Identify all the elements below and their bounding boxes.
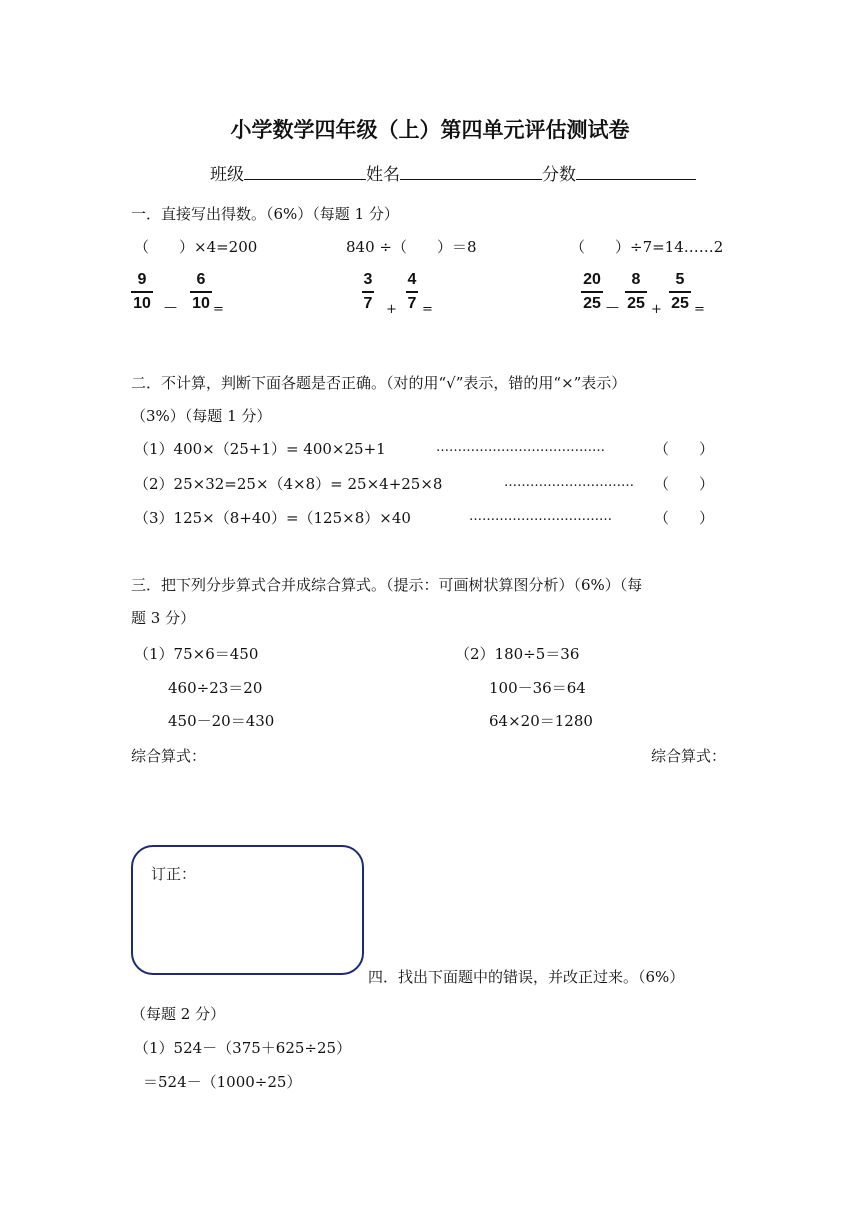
section2-subheading: （3%）（每题 1 分） <box>131 407 272 425</box>
section4-subheading: （每题 2 分） <box>131 1005 226 1023</box>
s3-right-step-3: 64×20＝1280 <box>489 712 593 730</box>
s2-item-3: （3）125×（8+40）=（125×8）×40 <box>134 509 411 527</box>
answer-paren[interactable]: （ ） <box>654 509 715 527</box>
section4-heading: 四．找出下面题中的错误，并改正过来。（6%） <box>368 968 685 986</box>
fraction-3-7: 3 7 <box>363 271 373 312</box>
plus-sign: + <box>651 302 662 317</box>
leader-dots: ………………………… <box>504 475 634 490</box>
s3-right-step-1: （2）180÷5＝36 <box>455 645 580 663</box>
s1-question-2: 840 ÷（ ）＝8 <box>346 238 477 256</box>
s1-question-1: （ ）×4=200 <box>134 238 258 256</box>
page-title: 小学数学四年级（上）第四单元评估测试卷 <box>230 117 630 142</box>
name-blank[interactable] <box>400 161 542 180</box>
s3-left-step-2: 460÷23＝20 <box>168 679 263 697</box>
leader-dots: ………………………………… <box>436 440 605 455</box>
combined-label-left: 综合算式： <box>131 747 207 765</box>
section2-heading: 二．不计算，判断下面各题是否正确。（对的用“√”表示，错的用“×”表示） <box>131 374 627 392</box>
correction-label: 订正： <box>151 865 197 883</box>
section1-heading: 一．直接写出得数。（6%）（每题 1 分） <box>131 205 399 223</box>
leader-dots: …………………………… <box>469 509 612 524</box>
class-blank[interactable] <box>244 161 366 180</box>
answer-paren[interactable]: （ ） <box>654 475 715 493</box>
s4-line-1: （1）524－（375＋625÷25） <box>134 1039 352 1057</box>
minus-sign: — <box>606 300 619 315</box>
fraction-6-10: 6 10 <box>190 270 212 314</box>
s2-item-1: （1）400×（25+1）= 400×25+1 <box>134 440 386 458</box>
s2-item-2: （2）25×32=25×（4×8）= 25×4+25×8 <box>134 475 443 493</box>
plus-sign: + <box>386 302 397 317</box>
equals-sign: = <box>694 302 705 317</box>
fraction-20-25: 20 25 <box>581 270 603 314</box>
equals-sign: = <box>422 302 433 317</box>
student-info-line <box>210 160 696 185</box>
section3-heading: 三．把下列分步算式合并成综合算式。（提示：可画树状算图分析）（6%）（每 <box>131 576 643 594</box>
fraction-9-10: 9 10 <box>131 270 153 314</box>
s3-left-step-1: （1）75×6＝450 <box>134 645 259 663</box>
answer-paren[interactable]: （ ） <box>654 440 715 458</box>
score-label: 分数 <box>542 165 576 185</box>
correction-box[interactable] <box>131 845 364 975</box>
score-blank[interactable] <box>576 161 696 180</box>
equals-sign: = <box>213 302 224 317</box>
fraction-4-7: 4 7 <box>407 271 417 312</box>
minus-sign: — <box>164 300 177 315</box>
name-label: 姓名 <box>366 165 400 185</box>
fraction-8-25: 8 25 <box>625 270 647 314</box>
section3-heading-cont: 题 3 分） <box>131 609 196 627</box>
fraction-5-25: 5 25 <box>669 270 691 314</box>
s3-right-step-2: 100－36＝64 <box>489 679 586 697</box>
s3-left-step-3: 450－20＝430 <box>168 712 275 730</box>
s4-line-2: ＝524－（1000÷25） <box>143 1073 302 1091</box>
class-label: 班级 <box>210 165 244 185</box>
s1-question-3: （ ）÷7=14……2 <box>570 238 724 256</box>
combined-label-right: 综合算式： <box>651 747 727 765</box>
